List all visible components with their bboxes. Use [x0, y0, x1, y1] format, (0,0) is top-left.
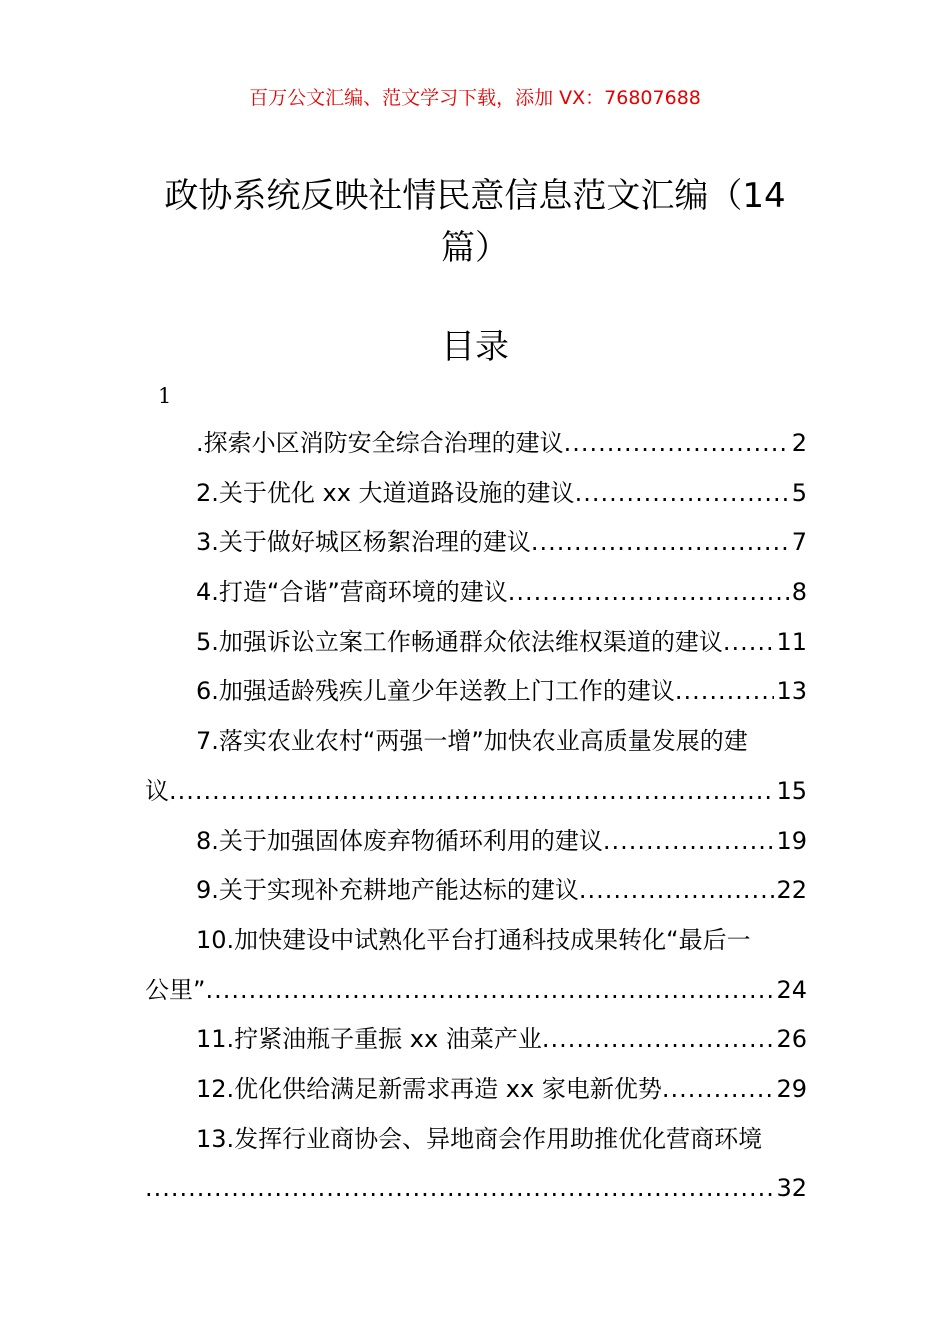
dot-leader	[508, 568, 790, 618]
toc-page-number: 22	[776, 876, 807, 905]
toc-entry-title: 7.落实农业农村“两强一增”加快农业高质量发展的建	[196, 727, 748, 756]
document-title: 政协系统反映社情民意信息范文汇编（14篇）	[164, 176, 786, 268]
toc-entry[interactable]	[145, 419, 807, 469]
toc-entry[interactable]	[145, 916, 807, 1015]
toc-entry-title: 12.优化供给满足新需求再造 xx 家电新优势	[196, 1074, 662, 1103]
toc-page-number: 7	[791, 528, 807, 557]
toc-entry-title: .探索小区消防安全综合治理的建议	[196, 429, 564, 457]
toc-entry-title: 6.加强适龄残疾儿童少年送教上门工作的建议	[196, 677, 675, 706]
toc-entry[interactable]	[145, 1115, 807, 1214]
toc-page-number: 15	[776, 776, 807, 805]
toc-page-number: 24	[776, 975, 807, 1004]
toc-entry-title: 8.关于加强固体废弃物循环利用的建议	[196, 826, 603, 855]
dot-leader	[675, 667, 775, 717]
toc-entry[interactable]	[145, 1015, 807, 1065]
toc-page-number: 32	[776, 1174, 807, 1203]
toc-entry[interactable]	[145, 568, 807, 618]
toc-entry-title: 11.拧紧油瓶子重振 xx 油菜产业	[196, 1025, 542, 1054]
page-marker: 1	[158, 384, 172, 408]
toc-page-number: 2	[791, 429, 807, 457]
toc-entry-title: 2.关于优化 xx 大道道路设施的建议	[196, 478, 575, 507]
toc-entry-title: 3.关于做好城区杨絮治理的建议	[196, 528, 531, 557]
dot-leader	[603, 817, 775, 867]
toc-entry[interactable]	[145, 518, 807, 568]
dot-leader	[169, 767, 774, 817]
toc-entry-title-continued: 公里”	[145, 975, 206, 1004]
toc-entry[interactable]	[145, 717, 807, 816]
toc-page-number: 13	[776, 677, 807, 706]
toc-entry[interactable]	[145, 667, 807, 717]
toc-entry[interactable]	[145, 866, 807, 916]
toc-heading: 目录	[441, 327, 509, 367]
toc-entry-title: 5.加强诉讼立案工作畅通群众依法维权渠道的建议	[196, 627, 723, 656]
toc-entry[interactable]	[145, 469, 807, 519]
dot-leader	[662, 1065, 775, 1115]
watermark-banner: 百万公文汇编、范文学习下载，添加 VX：76807688	[249, 87, 701, 109]
dot-leader	[205, 966, 774, 1016]
toc-entry-title: 4.打造“合谐”营商环境的建议	[196, 578, 508, 607]
toc-page-number: 19	[776, 826, 807, 855]
toc-page-number: 29	[776, 1074, 807, 1103]
dot-leader	[723, 618, 775, 668]
toc-page-number: 5	[791, 478, 807, 507]
toc-entry-title: 9.关于实现补充耕地产能达标的建议	[196, 876, 579, 905]
toc-page-number: 8	[791, 578, 807, 607]
toc-page-number: 26	[776, 1025, 807, 1054]
table-of-contents	[145, 419, 807, 1214]
dot-leader	[579, 866, 775, 916]
dot-leader	[145, 1164, 774, 1214]
toc-entry[interactable]	[145, 1065, 807, 1115]
dot-leader	[575, 469, 790, 519]
dot-leader	[564, 419, 790, 469]
toc-entry-title: 10.加快建设中试熟化平台打通科技成果转化“最后一	[196, 925, 751, 954]
toc-entry-title-continued: 议	[145, 776, 169, 805]
dot-leader	[542, 1015, 775, 1065]
toc-entry[interactable]	[145, 618, 807, 668]
dot-leader	[531, 518, 790, 568]
toc-entry[interactable]	[145, 817, 807, 867]
toc-page-number: 11	[776, 627, 807, 656]
toc-entry-title: 13.发挥行业商协会、异地商会作用助推优化营商环境	[196, 1124, 763, 1153]
